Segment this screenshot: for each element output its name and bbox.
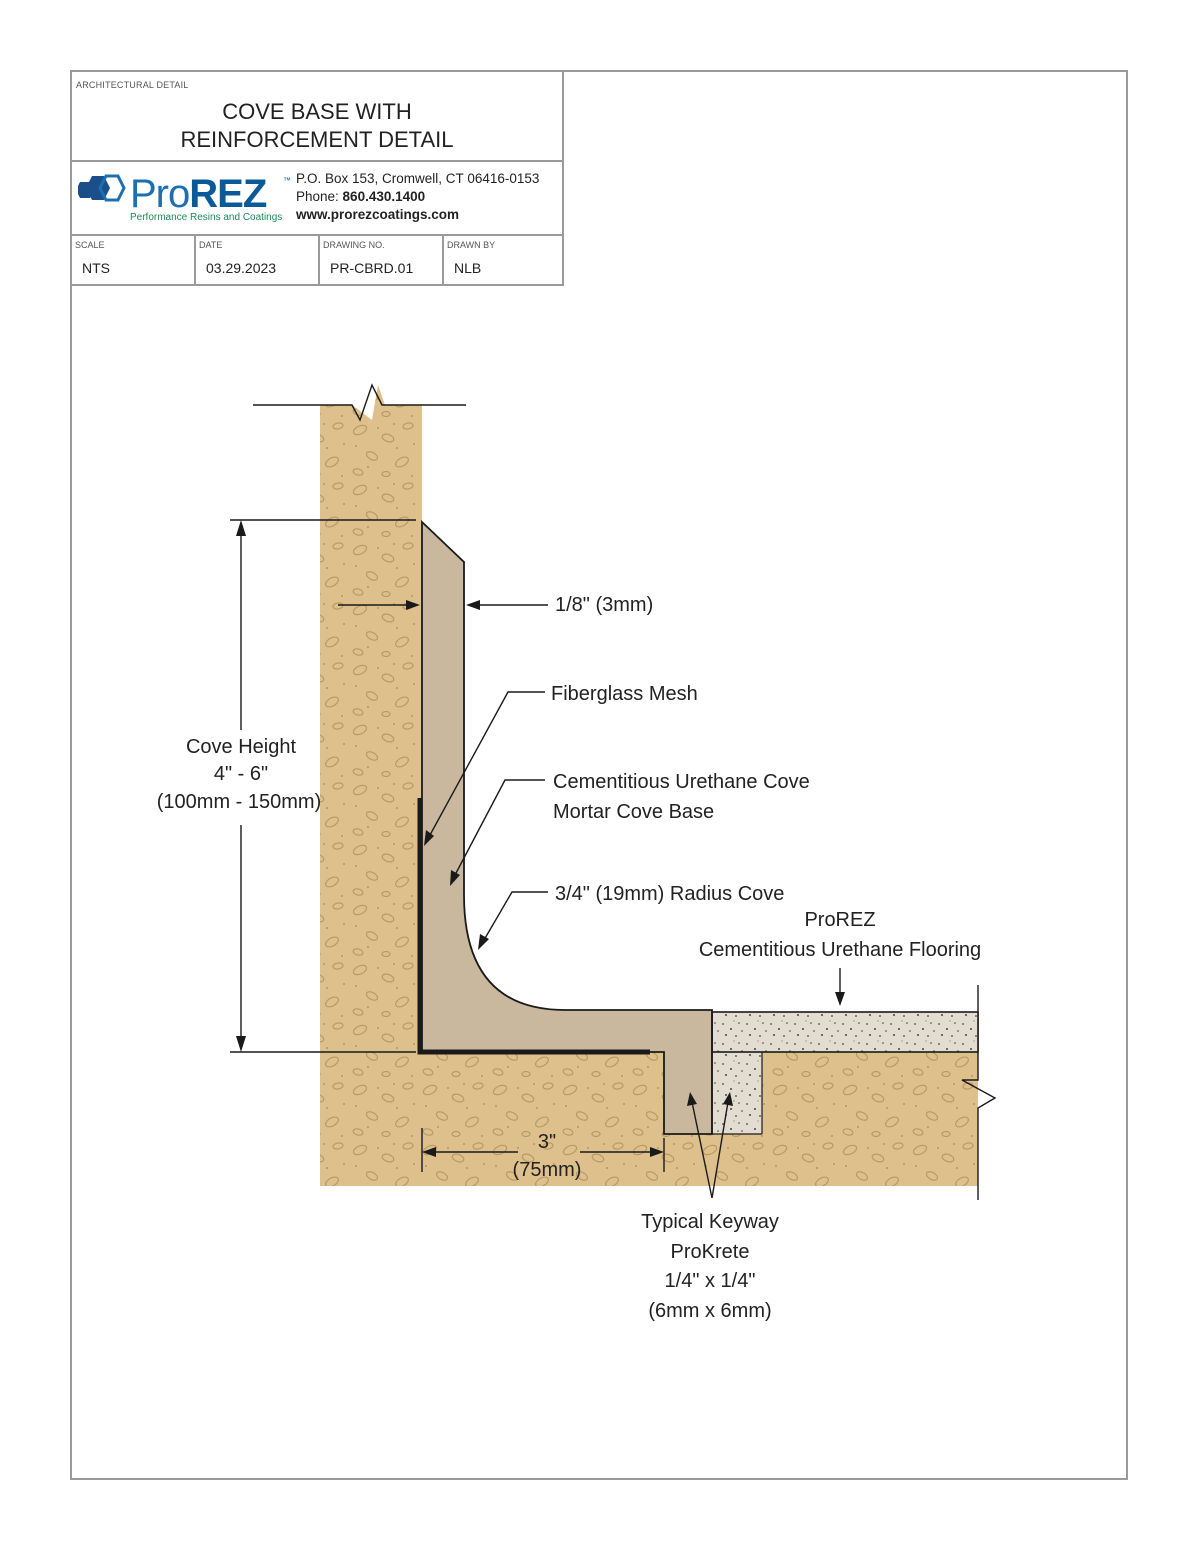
- phone-number: 860.430.1400: [342, 189, 426, 204]
- logo-tagline: Performance Resins and Coatings: [130, 212, 283, 223]
- drawn-by-label: DRAWN BY: [447, 240, 496, 250]
- drawing-no-value: PR-CBRD.01: [330, 260, 414, 276]
- cove-mortar-label-2: Mortar Cove Base: [553, 801, 715, 823]
- keyway-label-1: Typical Keyway: [641, 1211, 779, 1233]
- date-label: DATE: [199, 240, 223, 250]
- address: P.O. Box 153, Cromwell, CT 06416-0153: [296, 171, 540, 186]
- title-line-1: COVE BASE WITH: [222, 99, 412, 124]
- website-link[interactable]: www.prorezcoatings.com: [296, 207, 460, 222]
- thickness-label: 1/8" (3mm): [555, 594, 654, 616]
- category-label: ARCHITECTURAL DETAIL: [76, 80, 189, 90]
- keyway-label-3: 1/4" x 1/4": [664, 1270, 756, 1292]
- urethane-flooring-layer: [712, 1012, 978, 1052]
- mesh-label: Fiberglass Mesh: [551, 683, 698, 705]
- cove-height-label-2: 4" - 6": [213, 763, 269, 785]
- title-line-2: REINFORCEMENT DETAIL: [180, 127, 454, 152]
- radius-label: 3/4" (19mm) Radius Cove: [555, 883, 785, 905]
- scale-label: SCALE: [75, 240, 105, 250]
- flooring-label-1: ProREZ: [804, 909, 876, 931]
- trademark-symbol: ™: [283, 176, 291, 185]
- drawing-no-label: DRAWING NO.: [323, 240, 385, 250]
- drawn-by-value: NLB: [454, 260, 482, 276]
- cove-mortar-label-1: Cementitious Urethane Cove: [553, 771, 810, 793]
- scale-value: NTS: [82, 260, 110, 276]
- keyway-label-4: (6mm x 6mm): [648, 1300, 772, 1322]
- phone-line: Phone: 860.430.1400: [296, 189, 426, 204]
- logo-wordmark: ProREZ: [130, 172, 267, 216]
- cove-height-label-3: (100mm - 150mm): [156, 791, 322, 813]
- prokrete-keyway: [712, 1052, 762, 1134]
- cove-height-label-1: Cove Height: [185, 736, 297, 758]
- cove-width-label-2: (75mm): [512, 1159, 582, 1181]
- date-value: 03.29.2023: [206, 260, 277, 276]
- flooring-label-2: Cementitious Urethane Flooring: [698, 939, 982, 961]
- keyway-label-2: ProKrete: [670, 1241, 750, 1263]
- flooring-leader: [835, 968, 845, 1006]
- radius-leader: [478, 892, 548, 950]
- cove-width-label-1: 3": [537, 1131, 557, 1153]
